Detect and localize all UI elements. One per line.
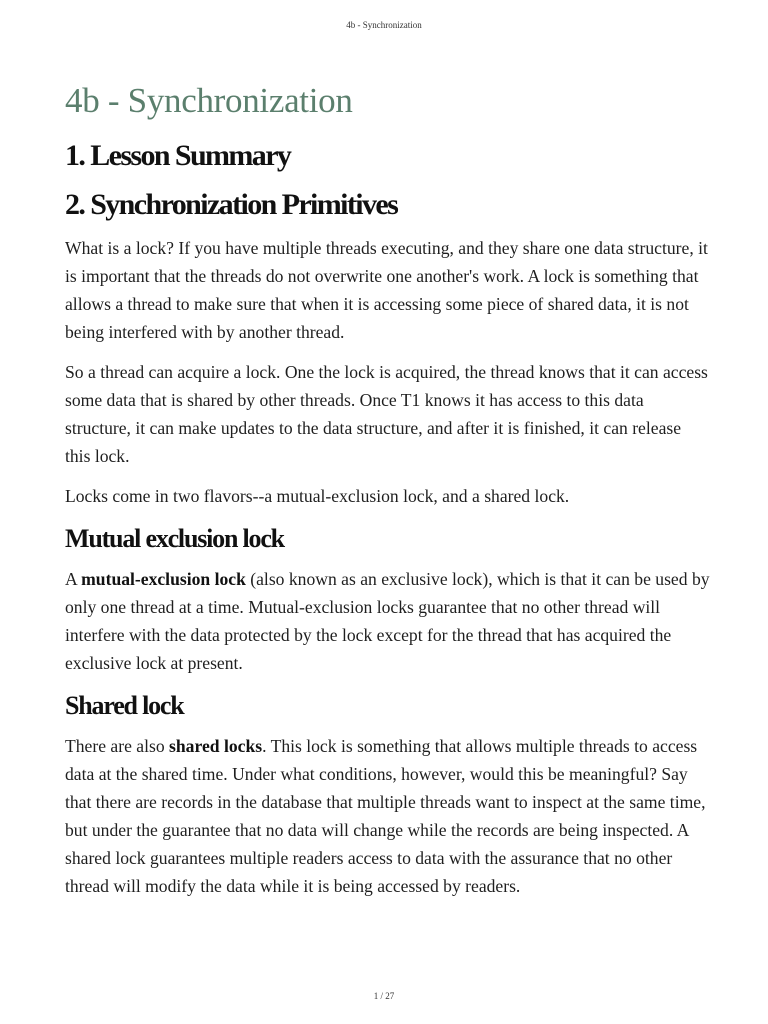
bold-term-shared-locks: shared locks [169, 736, 263, 756]
section-heading-lesson-summary: 1. Lesson Summary [65, 139, 291, 172]
paragraph-mutual-exclusion [65, 565, 710, 677]
paragraph-acquire-lock: So a thread can acquire a lock. One the lock is acquired, the thread knows that it can access some data that is shared by other threads. Once T1 knows it has access to this data structure, it can make updates to the data structure, and after it is finished, it can release this lock. [65, 362, 708, 466]
paragraph-what-is-a-lock: What is a lock? If you have multiple threads executing, and they share one data structure, it is important that the threads do not overwrite one another's work. A lock is something that allows a thread to make sure that when it is accessing some piece of shared data, it is not being interfered with by another thread. [65, 238, 708, 342]
paragraph-lock-flavors: Locks come in two flavors--a mutual-exclusion lock, and a shared lock. [65, 486, 570, 506]
subheading-mutual-exclusion-lock: Mutual exclusion lock [65, 524, 284, 553]
paragraph-text: (also known as an exclusive lock), which is that it can be used by only one thread at a time. Mutual-exclusion locks guarantee that no other thread will interfere with the data protected by the lock except for the thread that has acquired the exclusive lock at present. [65, 569, 710, 673]
paragraph-text: . This lock is something that allows multiple threads to access data at the shared time. Under what conditions, however, would this be meaningful? Say that there are records in the database that multiple threads want to inspect at the same time, but under the guarantee that no data will change while the records are being inspected. A shared lock guarantees multiple readers access to data with the assurance that no other thread will modify the data while it is being accessed by readers. [65, 736, 706, 896]
paragraph-text: There are also [65, 736, 170, 756]
section-heading-synchronization-primitives: 2. Synchronization Primitives [65, 188, 398, 221]
running-header: 4b - Synchronization [346, 20, 422, 30]
document-body [65, 78, 710, 900]
paragraph-text: A [65, 569, 82, 589]
bold-term-mutual-exclusion-lock: mutual-exclusion lock [81, 569, 246, 589]
paragraph-shared-lock [65, 732, 710, 900]
document-title: 4b - Synchronization [65, 81, 353, 120]
subheading-shared-lock: Shared lock [65, 691, 184, 720]
page-number: 1 / 27 [373, 991, 395, 1001]
